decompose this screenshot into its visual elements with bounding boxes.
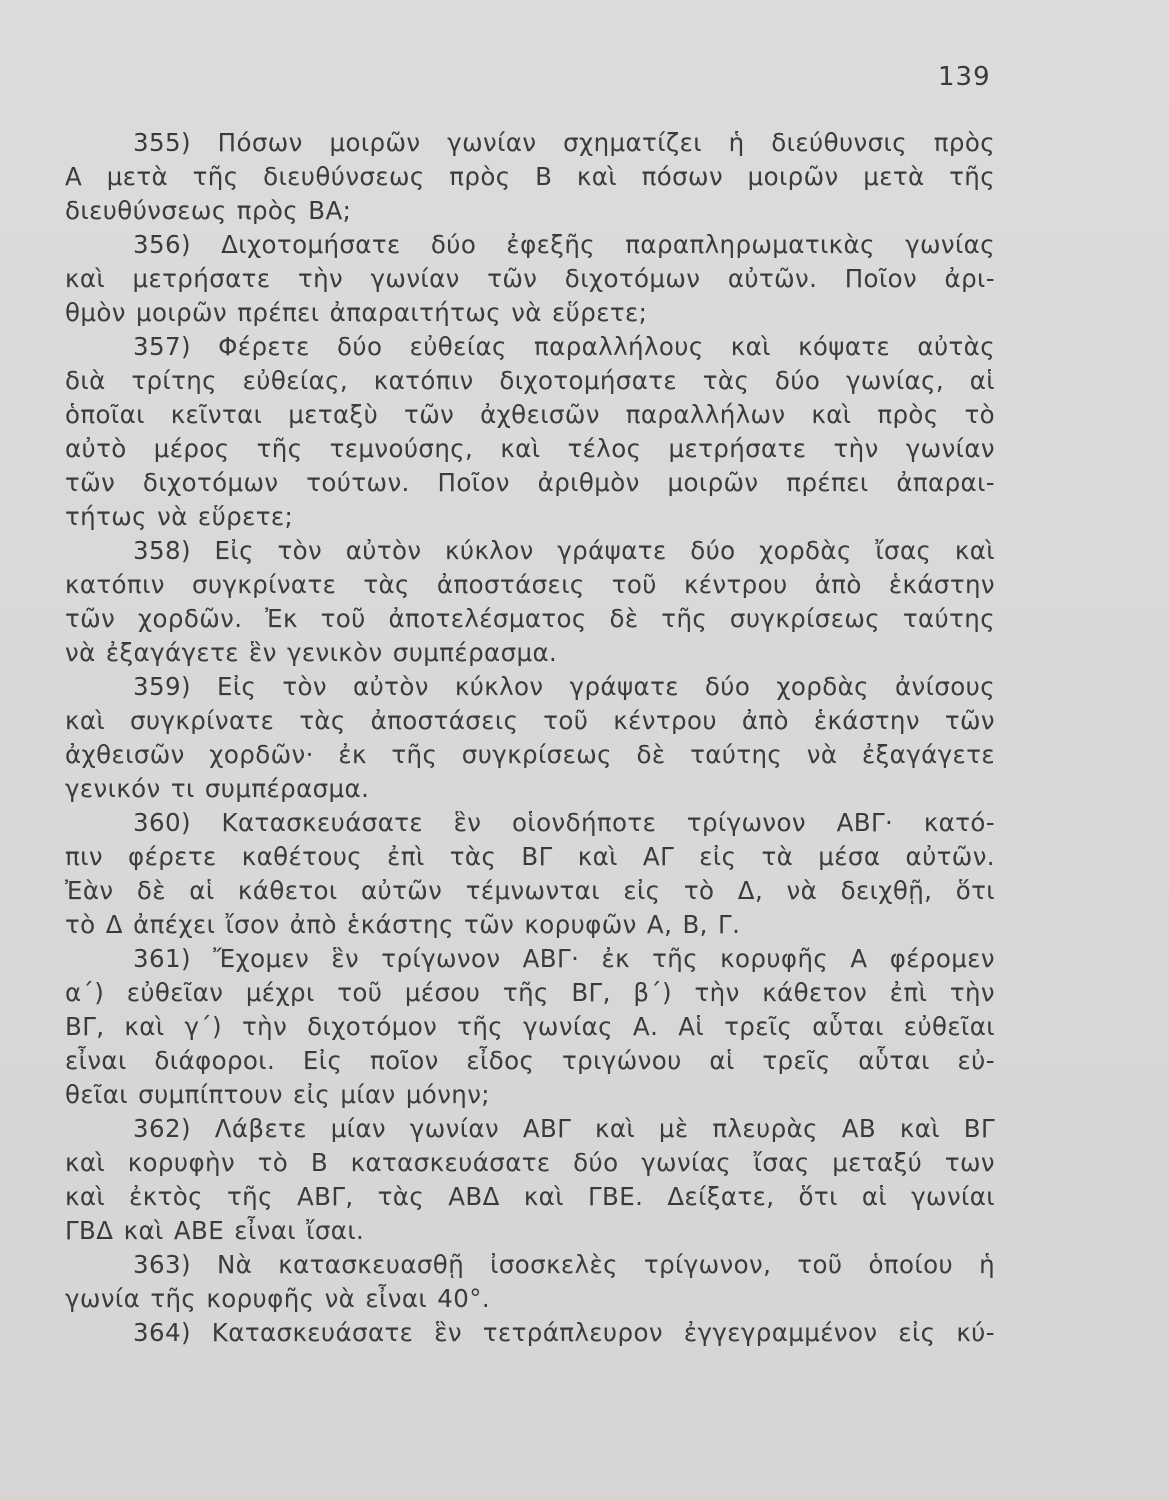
text-line: τῶν χορδῶν. Ἐκ τοῦ ἀποτελέσματος δὲ τῆς συγκρίσεως ταύτης	[65, 604, 995, 633]
text-line: διὰ τρίτης εὐθείας, κατόπιν διχοτομήσατε τὰς δύο γωνίας, αἱ	[65, 366, 995, 395]
text-line: ὁποῖαι κεῖνται μεταξὺ τῶν ἀχθεισῶν παραλλήλων καὶ πρὸς τὸ	[65, 400, 995, 429]
text-line: 364) Κατασκευάσατε ἓν τετράπλευρον ἐγγεγραμμένον εἰς κύ-	[133, 1318, 995, 1347]
text-line: 362) Λάβετε μίαν γωνίαν ΑΒΓ καὶ μὲ πλευρὰς ΑΒ καὶ ΒΓ	[133, 1114, 995, 1143]
text-line: καὶ κορυφὴν τὸ Β κατασκευάσατε δύο γωνίας ἴσας μεταξύ των	[65, 1148, 995, 1177]
text-line: κατόπιν συγκρίνατε τὰς ἀποστάσεις τοῦ κέντρου ἀπὸ ἑκάστην	[65, 570, 995, 599]
text-line: Α μετὰ τῆς διευθύνσεως πρὸς Β καὶ πόσων μοιρῶν μετὰ τῆς	[65, 162, 995, 191]
text-line: καὶ ἐκτὸς τῆς ΑΒΓ, τὰς ΑΒΔ καὶ ΓΒΕ. Δείξατε, ὅτι αἱ γωνίαι	[65, 1182, 995, 1211]
text-line: α΄) εὐθεῖαν μέχρι τοῦ μέσου τῆς ΒΓ, β΄) τὴν κάθετον ἐπὶ τὴν	[65, 978, 995, 1007]
text-line: 363) Νὰ κατασκευασθῇ ἰσοσκελὲς τρίγωνον, τοῦ ὁποίου ἡ	[133, 1250, 995, 1279]
text-line: θεῖαι συμπίπτουν εἰς μίαν μόνην;	[65, 1080, 490, 1109]
text-line: θμὸν μοιρῶν πρέπει ἀπαραιτήτως νὰ εὕρετε;	[65, 298, 648, 327]
text-line: 357) Φέρετε δύο εὐθείας παραλλήλους καὶ κόψατε αὐτὰς	[133, 332, 995, 361]
text-line: ἀχθεισῶν χορδῶν· ἐκ τῆς συγκρίσεως δὲ ταύτης νὰ ἐξαγάγετε	[65, 740, 995, 769]
text-line: αὐτὸ μέρος τῆς τεμνούσης, καὶ τέλος μετρήσατε τὴν γωνίαν	[65, 434, 995, 463]
text-line: διευθύνσεως πρὸς ΒΑ;	[65, 196, 352, 225]
text-line: τὸ Δ ἀπέχει ἴσον ἀπὸ ἑκάστης τῶν κορυφῶν Α, Β, Γ.	[65, 910, 741, 939]
text-line: 359) Εἰς τὸν αὐτὸν κύκλον γράψατε δύο χορδὰς ἀνίσους	[133, 672, 995, 701]
text-line: ΓΒΔ καὶ ΑΒΕ εἶναι ἴσαι.	[65, 1216, 365, 1245]
text-line: 355) Πόσων μοιρῶν γωνίαν σχηματίζει ἡ διεύθυνσις πρὸς	[133, 128, 995, 157]
text-line: 360) Κατασκευάσατε ἓν οἱονδήποτε τρίγωνον ΑΒΓ· κατό-	[133, 808, 995, 837]
text-line: τῶν διχοτόμων τούτων. Ποῖον ἀριθμὸν μοιρῶν πρέπει ἀπαραι-	[65, 468, 995, 497]
text-line: πιν φέρετε καθέτους ἐπὶ τὰς ΒΓ καὶ ΑΓ εἰς τὰ μέσα αὐτῶν.	[65, 842, 995, 871]
text-line: γενικόν τι συμπέρασμα.	[65, 774, 370, 803]
text-line: ΒΓ, καὶ γ΄) τὴν διχοτόμον τῆς γωνίας Α. Αἱ τρεῖς αὗται εὐθεῖαι	[65, 1012, 995, 1041]
text-line: Ἐὰν δὲ αἱ κάθετοι αὐτῶν τέμνωνται εἰς τὸ Δ, νὰ δειχθῇ, ὅτι	[65, 876, 995, 905]
exercise-text-block	[65, 126, 995, 1350]
text-line: γωνία τῆς κορυφῆς νὰ εἶναι 40°.	[65, 1284, 491, 1313]
text-line: καὶ μετρήσατε τὴν γωνίαν τῶν διχοτόμων αὐτῶν. Ποῖον ἀρι-	[65, 264, 995, 293]
text-line: 361) Ἔχομεν ἓν τρίγωνον ΑΒΓ· ἐκ τῆς κορυφῆς Α φέρομεν	[133, 944, 995, 973]
text-line: τήτως νὰ εὕρετε;	[65, 502, 294, 531]
text-line: 358) Εἰς τὸν αὐτὸν κύκλον γράψατε δύο χορδὰς ἴσας καὶ	[133, 536, 995, 565]
page-number: 139	[938, 62, 991, 92]
text-line: καὶ συγκρίνατε τὰς ἀποστάσεις τοῦ κέντρου ἀπὸ ἑκάστην τῶν	[65, 706, 995, 735]
text-line: νὰ ἐξαγάγετε ἓν γενικὸν συμπέρασμα.	[65, 638, 558, 667]
text-line: 356) Διχοτομήσατε δύο ἐφεξῆς παραπληρωματικὰς γωνίας	[133, 230, 995, 259]
text-line: εἶναι διάφοροι. Εἰς ποῖον εἶδος τριγώνου αἱ τρεῖς αὗται εὐ-	[65, 1046, 995, 1075]
